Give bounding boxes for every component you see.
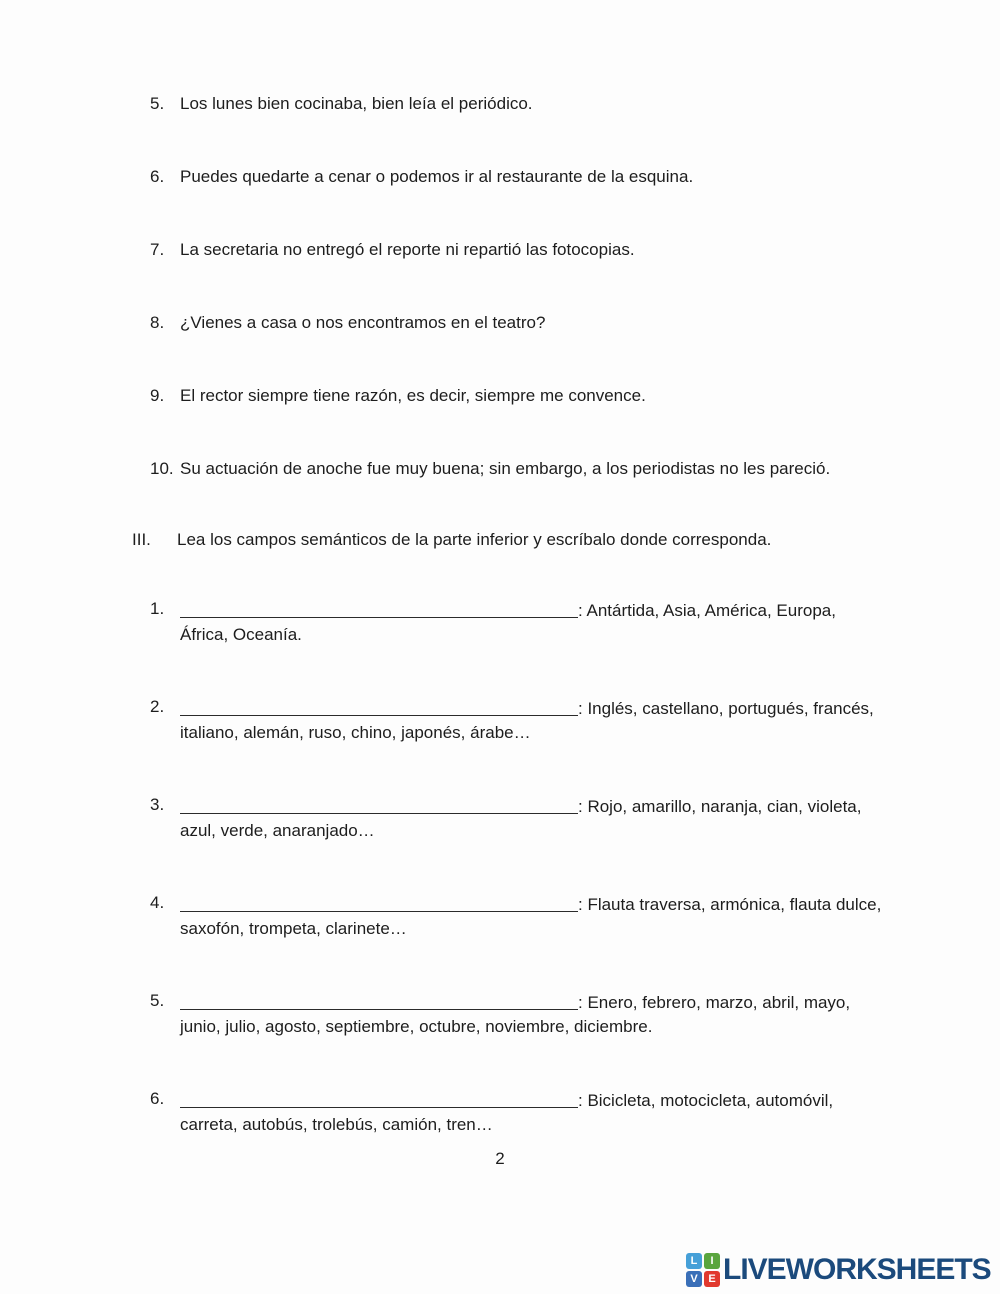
answer-blank[interactable] — [180, 795, 578, 814]
sentence-list — [0, 93, 1000, 531]
sentence-number: 7. — [150, 240, 165, 259]
sentence-text: Puedes quedarte a cenar o podemos ir al restaurante de la esquina. — [180, 167, 694, 186]
semantic-field-item — [0, 891, 1000, 941]
field-line-1 — [180, 891, 1000, 917]
sentence-item — [0, 239, 1000, 260]
sentence-item — [0, 458, 1000, 479]
section-instruction: Lea los campos semánticos de la parte inferior y escríbalo donde corresponda. — [177, 530, 772, 549]
page-number: 2 — [495, 1149, 505, 1168]
sentence-item — [0, 166, 1000, 187]
field-line-1 — [180, 695, 1000, 721]
field-terms: : Inglés, castellano, portugués, francés, — [578, 699, 874, 718]
liveworksheets-grid-icon — [686, 1253, 720, 1287]
field-terms-continued: azul, verde, anaranjado… — [180, 821, 375, 840]
sentence-number: 5. — [150, 94, 165, 113]
field-number: 3. — [150, 795, 165, 814]
section-numeral: III. — [132, 530, 151, 549]
answer-blank[interactable] — [180, 599, 578, 618]
section-heading — [132, 529, 771, 550]
answer-blank[interactable] — [180, 1089, 578, 1108]
sentence-text: El rector siempre tiene razón, es decir, siempre me convence. — [180, 386, 646, 405]
field-number: 5. — [150, 991, 165, 1010]
field-line-1 — [180, 989, 1000, 1015]
field-terms: : Bicicleta, motocicleta, automóvil, — [578, 1091, 834, 1110]
logo-letter-tile: I — [704, 1253, 720, 1269]
field-line-1 — [180, 793, 1000, 819]
sentence-item — [0, 385, 1000, 406]
liveworksheets-logo-text: LIVEWORKSHEETS — [723, 1253, 991, 1286]
sentence-number: 9. — [150, 386, 165, 405]
field-terms: : Enero, febrero, marzo, abril, mayo, — [578, 993, 851, 1012]
semantic-field-item — [0, 597, 1000, 647]
sentence-item — [0, 312, 1000, 333]
semantic-field-item — [0, 1087, 1000, 1137]
sentence-number: 10. — [150, 459, 174, 478]
semantic-field-item — [0, 793, 1000, 843]
field-terms-continued: junio, julio, agosto, septiembre, octubre, noviembre, diciembre. — [180, 1017, 653, 1036]
liveworksheets-logo[interactable] — [686, 1252, 991, 1288]
field-number: 6. — [150, 1089, 165, 1108]
semantic-field-list — [0, 597, 1000, 1185]
field-number: 4. — [150, 893, 165, 912]
field-terms: : Flauta traversa, armónica, flauta dulce, — [578, 895, 882, 914]
semantic-field-item — [0, 989, 1000, 1039]
field-number: 2. — [150, 697, 165, 716]
logo-letter-tile: E — [704, 1271, 720, 1287]
semantic-field-item — [0, 695, 1000, 745]
sentence-number: 6. — [150, 167, 165, 186]
sentence-text: Los lunes bien cocinaba, bien leía el periódico. — [180, 94, 533, 113]
field-line-1 — [180, 597, 1000, 623]
sentence-item — [0, 93, 1000, 114]
field-number: 1. — [150, 599, 165, 618]
answer-blank[interactable] — [180, 991, 578, 1010]
sentence-text: ¿Vienes a casa o nos encontramos en el teatro? — [180, 313, 546, 332]
sentence-text: La secretaria no entregó el reporte ni repartió las fotocopias. — [180, 240, 635, 259]
field-terms-continued: carreta, autobús, trolebús, camión, tren… — [180, 1115, 493, 1134]
field-terms: : Rojo, amarillo, naranja, cian, violeta, — [578, 797, 862, 816]
field-terms: : Antártida, Asia, América, Europa, — [578, 601, 836, 620]
answer-blank[interactable] — [180, 893, 578, 912]
logo-letter-tile: L — [686, 1253, 702, 1269]
sentence-number: 8. — [150, 313, 165, 332]
field-line-1 — [180, 1087, 1000, 1113]
logo-letter-tile: V — [686, 1271, 702, 1287]
sentence-text: Su actuación de anoche fue muy buena; sin embargo, a los periodistas no les pareció. — [180, 459, 831, 478]
field-terms-continued: italiano, alemán, ruso, chino, japonés, árabe… — [180, 723, 531, 742]
field-terms-continued: saxofón, trompeta, clarinete… — [180, 919, 407, 938]
field-terms-continued: África, Oceanía. — [180, 625, 302, 644]
answer-blank[interactable] — [180, 697, 578, 716]
